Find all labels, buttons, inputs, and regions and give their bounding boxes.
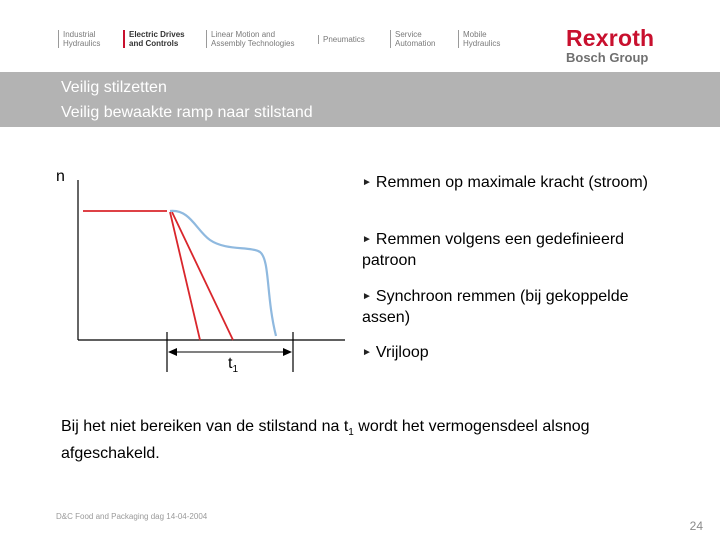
note-text bbox=[61, 416, 681, 464]
t1-arrow-right bbox=[283, 348, 292, 356]
slide-subtitle: Veilig bewaakte ramp naar stilstand bbox=[61, 104, 313, 121]
t1-arrow-left bbox=[168, 348, 177, 356]
nav-item-mobile-hydraulics[interactable]: Mobile Hydraulics bbox=[458, 30, 500, 48]
t1-label bbox=[228, 355, 238, 375]
bullet-text: Remmen op maximale kracht (stroom) bbox=[375, 174, 648, 191]
y-axis-label: n bbox=[56, 168, 65, 185]
bullet-arrow-icon: ► bbox=[362, 291, 372, 302]
t1-label-sub: 1 bbox=[232, 364, 239, 376]
nav-item-pneumatics[interactable]: Pneumatics bbox=[318, 35, 365, 44]
ramp-synchronous bbox=[172, 212, 233, 340]
bullet-item bbox=[362, 342, 662, 363]
bullet-arrow-icon: ► bbox=[362, 234, 372, 245]
page-number: 24 bbox=[689, 519, 703, 533]
bullet-arrow-icon: ► bbox=[362, 177, 372, 188]
logo-main-text: Rexroth bbox=[566, 25, 655, 51]
bullet-text: Vrijloop bbox=[375, 344, 429, 361]
logo-sub-text: Bosch Group bbox=[566, 50, 649, 65]
nav-item-service-automation[interactable]: Service Automation bbox=[390, 30, 435, 48]
note-sub: 1 bbox=[348, 427, 354, 439]
note-part2: wordt het vermogensdeel alsnog afgeschakeld. bbox=[61, 418, 590, 463]
bullet-text: Remmen volgens een gedefinieerd patroon bbox=[362, 231, 625, 269]
nav-item-industrial-hydraulics[interactable]: Industrial Hydraulics bbox=[58, 30, 100, 48]
note-part1: Bij het niet bereiken van de stilstand na t bbox=[61, 418, 349, 435]
bullet-item bbox=[362, 229, 662, 271]
nav-item-linear-motion[interactable]: Linear Motion and Assembly Technologies bbox=[206, 30, 294, 48]
bullet-item bbox=[362, 286, 672, 328]
bullet-arrow-icon: ► bbox=[362, 347, 372, 358]
slide-title: Veilig stilzetten bbox=[61, 79, 167, 96]
t1-label-main: t bbox=[228, 355, 233, 372]
footer-text: D&C Food and Packaging dag 14-04-2004 bbox=[56, 512, 208, 521]
nav-item-electric-drives[interactable]: Electric Drives and Controls bbox=[123, 30, 185, 48]
bullet-item bbox=[362, 172, 662, 193]
bullet-text: Synchroon remmen (bij gekoppelde assen) bbox=[362, 288, 629, 326]
ramp-max-force bbox=[170, 212, 200, 340]
